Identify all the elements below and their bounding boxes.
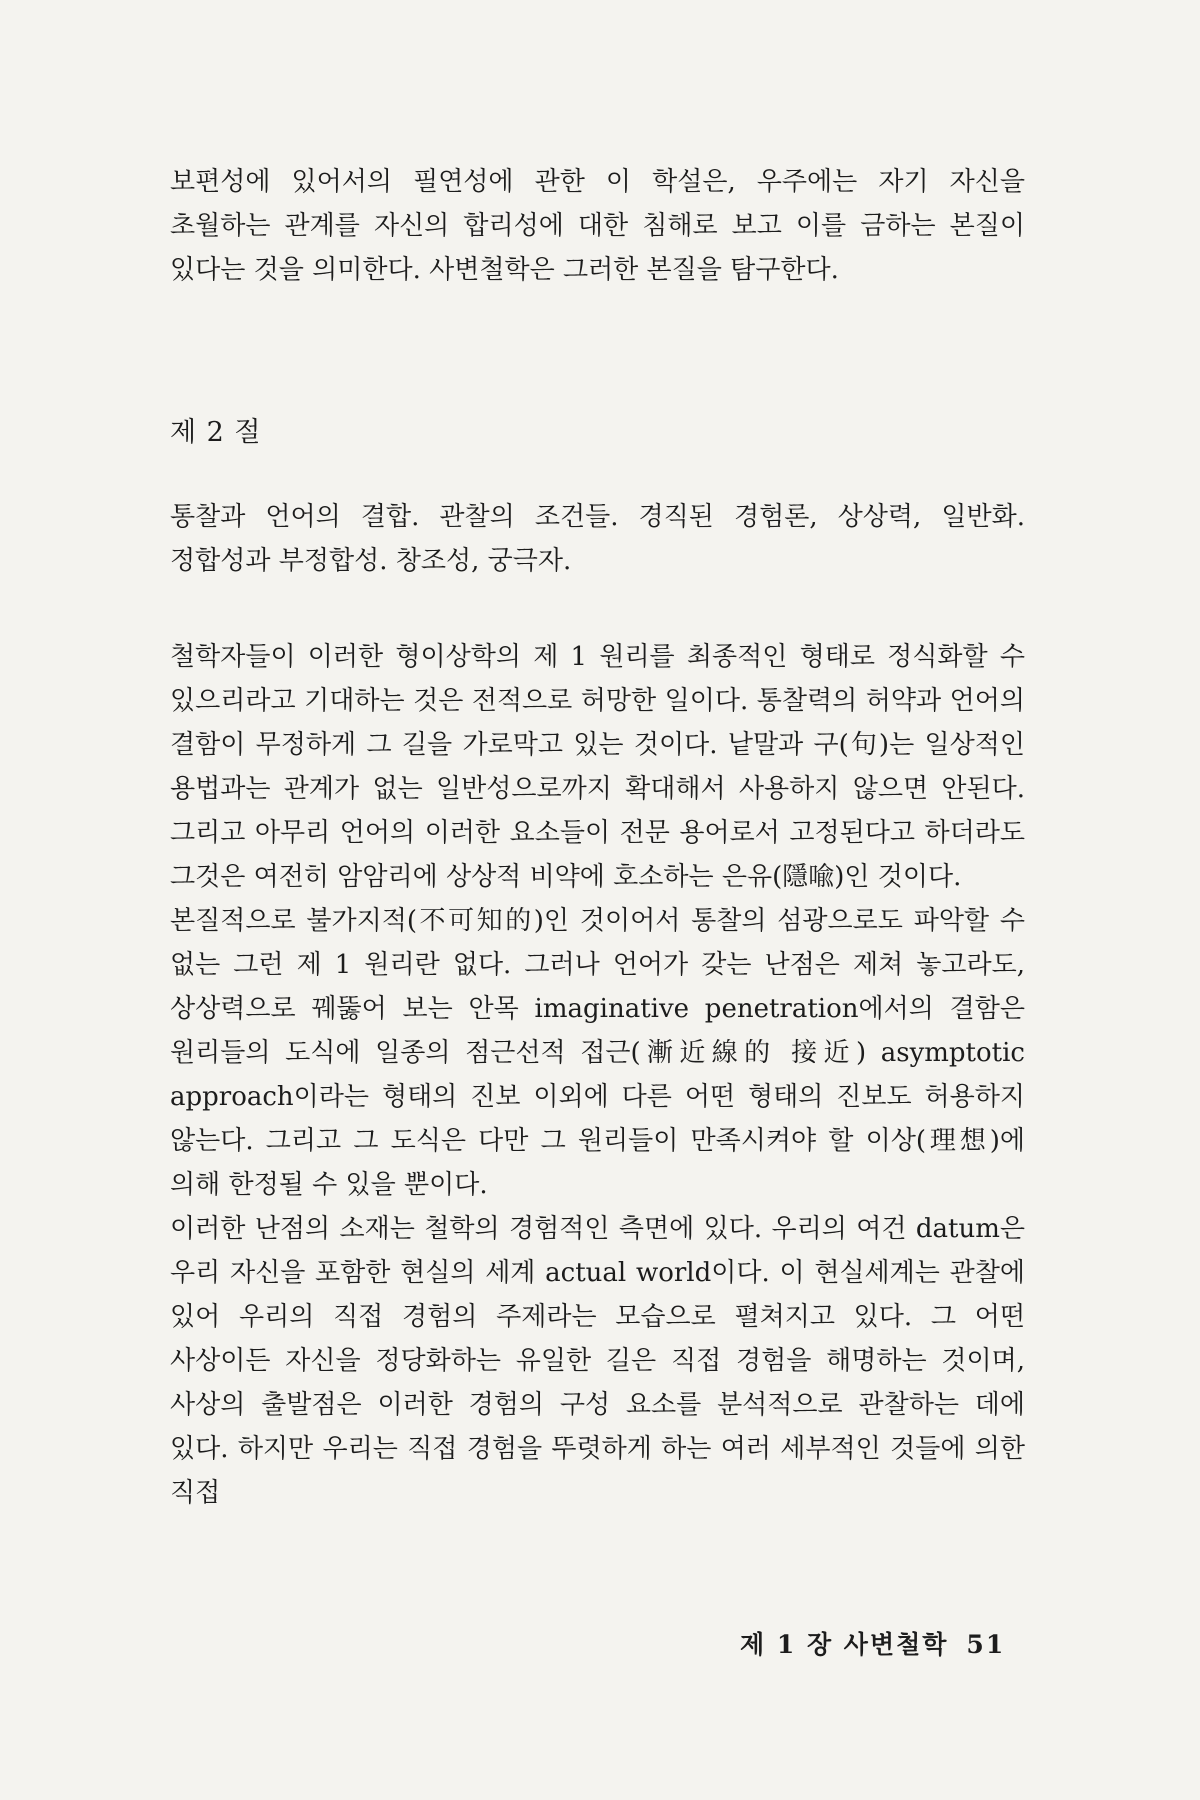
section-summary: 통찰과 언어의 결합. 관찰의 조건들. 경직된 경험론, 상상력, 일반화. 정합성과 부정합성. 창조성, 궁극자. — [170, 502, 1025, 576]
running-footer — [740, 1625, 1005, 1661]
body-text — [170, 635, 1025, 1515]
body-paragraph-1: 철학자들이 이러한 형이상학의 제 1 원리를 최종적인 형태로 정식화할 수 있으리라고 기대하는 것은 전적으로 허망한 일이다. 통찰력의 허약과 언어의 결함이 무정하게 그 길을 가로막고 있는 것이다. 낱말과 구(句)는 일상적인 용법과는 관계가 없는 일반성으로까지 확대해서 사용하지 않으면 안된다. 그리고 아무리 언어의 이러한 요소들이 전문 용어로서 고정된다고 하더라도 그것은 여전히 암암리에 상상적 비약에 호소하는 은유(隱喩)인 것이다. — [170, 642, 1025, 892]
section-heading: 제 2 절 — [170, 417, 262, 448]
chapter-title: 제 1 장 사변철학 — [740, 1630, 949, 1659]
body-paragraph-3: 이러한 난점의 소재는 철학의 경험적인 측면에 있다. 우리의 여건 datum은 우리 자신을 포함한 현실의 세계 actual world이다. 이 현실세계는 관찰에 있어 우리의 직접 경험의 주제라는 모습으로 펼쳐지고 있다. 그 어떤 사상이든 자신을 정당화하는 유일한 길은 직접 경험을 해명하는 것이며, 사상의 출발점은 이러한 경험의 구성 요소를 분석적으로 관찰하는 데에 있다. 하지만 우리는 직접 경험을 뚜렷하게 하는 여러 세부적인 것들에 의한 직접 — [170, 1214, 1025, 1508]
body-paragraph-2: 본질적으로 불가지적(不可知的)인 것이어서 통찰의 섬광으로도 파악할 수 없는 그런 제 1 원리란 없다. 그러나 언어가 갖는 난점은 제쳐 놓고라도, 상상력으로 꿰뚫어 보는 안목 imaginative penetration에서의 결함은 원리들의 도식에 일종의 점근선적 접근(漸近線的 接近) asymptotic approach이라는 형태의 진보 이외에 다른 어떤 형태의 진보도 허용하지 않는다. 그리고 그 도식은 다만 그 원리들이 만족시켜야 할 이상(理想)에 의해 한정될 수 있을 뿐이다. — [170, 906, 1025, 1200]
page-number: 51 — [966, 1630, 1006, 1659]
intro-paragraph: 보편성에 있어서의 필연성에 관한 이 학설은, 우주에는 자기 자신을 초월하는 관계를 자신의 합리성에 대한 침해로 보고 이를 금하는 본질이 있다는 것을 의미한다. 사변철학은 그러한 본질을 탐구한다. — [170, 167, 1025, 285]
